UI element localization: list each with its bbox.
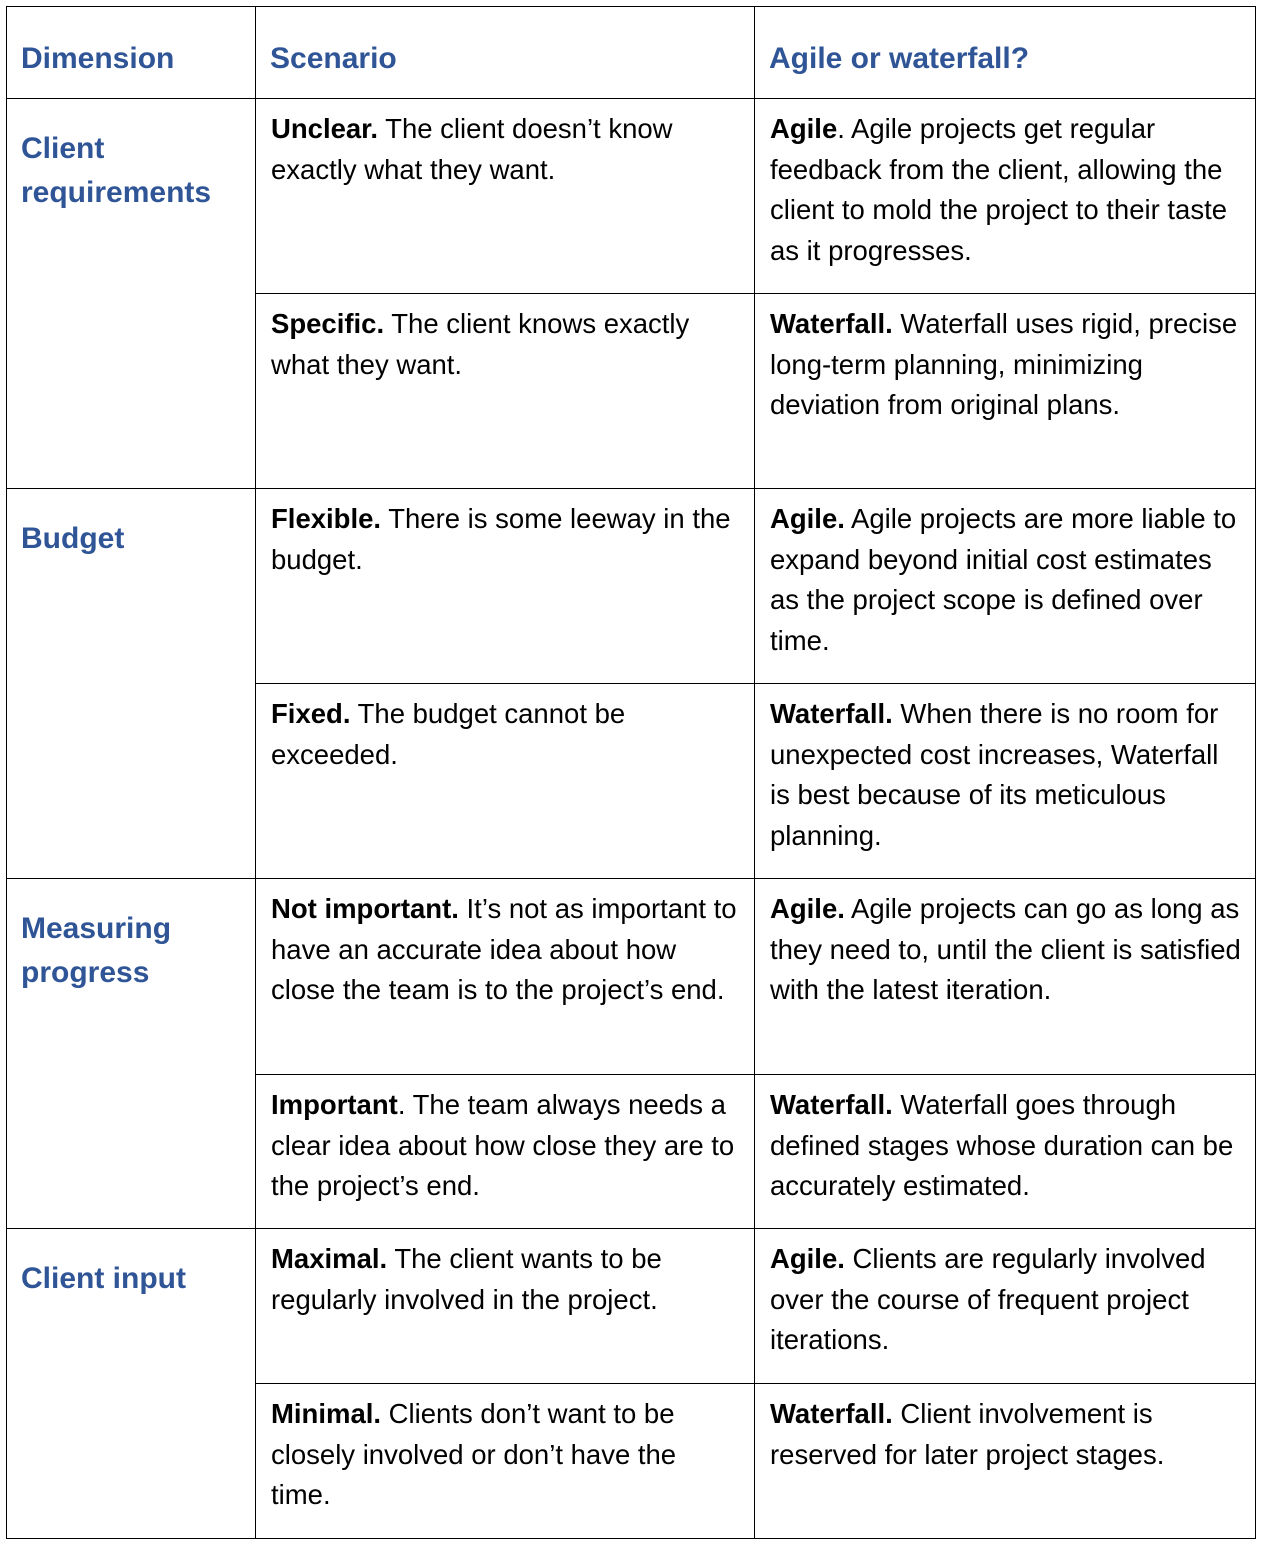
answer-cell bbox=[755, 99, 1256, 294]
answer-lead: Agile. bbox=[770, 1243, 845, 1274]
scenario-lead: Minimal. bbox=[271, 1398, 382, 1429]
answer-text: Waterfall uses rigid, precise long-term planning, minimizing deviation from original plans. bbox=[770, 308, 1238, 420]
scenario-cell bbox=[256, 684, 755, 879]
dimension-cell: Measuring progress bbox=[7, 879, 256, 1229]
table-row bbox=[7, 99, 1256, 294]
scenario-cell bbox=[256, 879, 755, 1075]
answer-cell bbox=[755, 489, 1256, 684]
answer-cell bbox=[755, 1075, 1256, 1229]
table-row bbox=[7, 879, 1256, 1075]
scenario-lead: Specific. bbox=[271, 308, 385, 339]
scenario-text: It’s not as important to have an accurate idea about how close the team is to the project’s end. bbox=[271, 893, 737, 1005]
answer-text: Clients are regularly involved over the course of frequent project iterations. bbox=[770, 1243, 1206, 1355]
scenario-cell bbox=[256, 1384, 755, 1539]
answer-text: Agile projects are more liable to expand beyond initial cost estimates as the project scope is defined over time. bbox=[770, 503, 1237, 656]
answer-text: Waterfall goes through defined stages whose duration can be accurately estimated. bbox=[770, 1089, 1234, 1201]
scenario-text: There is some leeway in the budget. bbox=[271, 503, 731, 575]
answer-text: Agile projects can go as long as they need to, until the client is satisfied with the latest iteration. bbox=[770, 893, 1241, 1005]
answer-text: When there is no room for unexpected cost increases, Waterfall is best because of its meticulous planning. bbox=[770, 698, 1219, 851]
scenario-cell bbox=[256, 99, 755, 294]
scenario-cell bbox=[256, 1075, 755, 1229]
table-row bbox=[7, 1229, 1256, 1384]
answer-cell bbox=[755, 879, 1256, 1075]
answer-lead: Agile. bbox=[770, 893, 845, 924]
scenario-cell bbox=[256, 489, 755, 684]
answer-lead: Agile bbox=[770, 113, 838, 144]
answer-lead: Waterfall. bbox=[770, 698, 893, 729]
scenario-cell bbox=[256, 1229, 755, 1384]
answer-cell bbox=[755, 1229, 1256, 1384]
header-row bbox=[7, 7, 1256, 99]
scenario-text: The client doesn’t know exactly what they want. bbox=[271, 113, 673, 185]
answer-lead: Waterfall. bbox=[770, 308, 893, 339]
scenario-text: The budget cannot be exceeded. bbox=[271, 698, 626, 770]
dimension-cell: Client requirements bbox=[7, 99, 256, 489]
table-row bbox=[7, 489, 1256, 684]
header-scenario: Scenario bbox=[256, 7, 755, 99]
dimension-cell: Client input bbox=[7, 1229, 256, 1539]
scenario-lead: Maximal. bbox=[271, 1243, 388, 1274]
scenario-text: The client wants to be regularly involved in the project. bbox=[271, 1243, 662, 1315]
comparison-table bbox=[6, 6, 1256, 1539]
scenario-text: The client knows exactly what they want. bbox=[271, 308, 690, 380]
answer-cell bbox=[755, 294, 1256, 489]
dimension-cell: Budget bbox=[7, 489, 256, 879]
scenario-lead: Fixed. bbox=[271, 698, 351, 729]
header-answer: Agile or waterfall? bbox=[755, 7, 1256, 99]
scenario-lead: Flexible. bbox=[271, 503, 382, 534]
scenario-text: Clients don’t want to be closely involved or don’t have the time. bbox=[271, 1398, 677, 1510]
answer-cell bbox=[755, 684, 1256, 879]
answer-lead: Waterfall. bbox=[770, 1398, 893, 1429]
scenario-lead: Important bbox=[271, 1089, 398, 1120]
scenario-text: . The team always needs a clear idea about how close they are to the project’s end. bbox=[271, 1089, 735, 1201]
answer-lead: Agile. bbox=[770, 503, 845, 534]
answer-text: Client involvement is reserved for later project stages. bbox=[770, 1398, 1165, 1470]
scenario-lead: Not important. bbox=[271, 893, 459, 924]
scenario-cell bbox=[256, 294, 755, 489]
answer-text: . Agile projects get regular feedback from the client, allowing the client to mold the project to their taste as it progresses. bbox=[770, 113, 1228, 266]
answer-lead: Waterfall. bbox=[770, 1089, 893, 1120]
header-dimension: Dimension bbox=[7, 7, 256, 99]
answer-cell bbox=[755, 1384, 1256, 1539]
scenario-lead: Unclear. bbox=[271, 113, 379, 144]
